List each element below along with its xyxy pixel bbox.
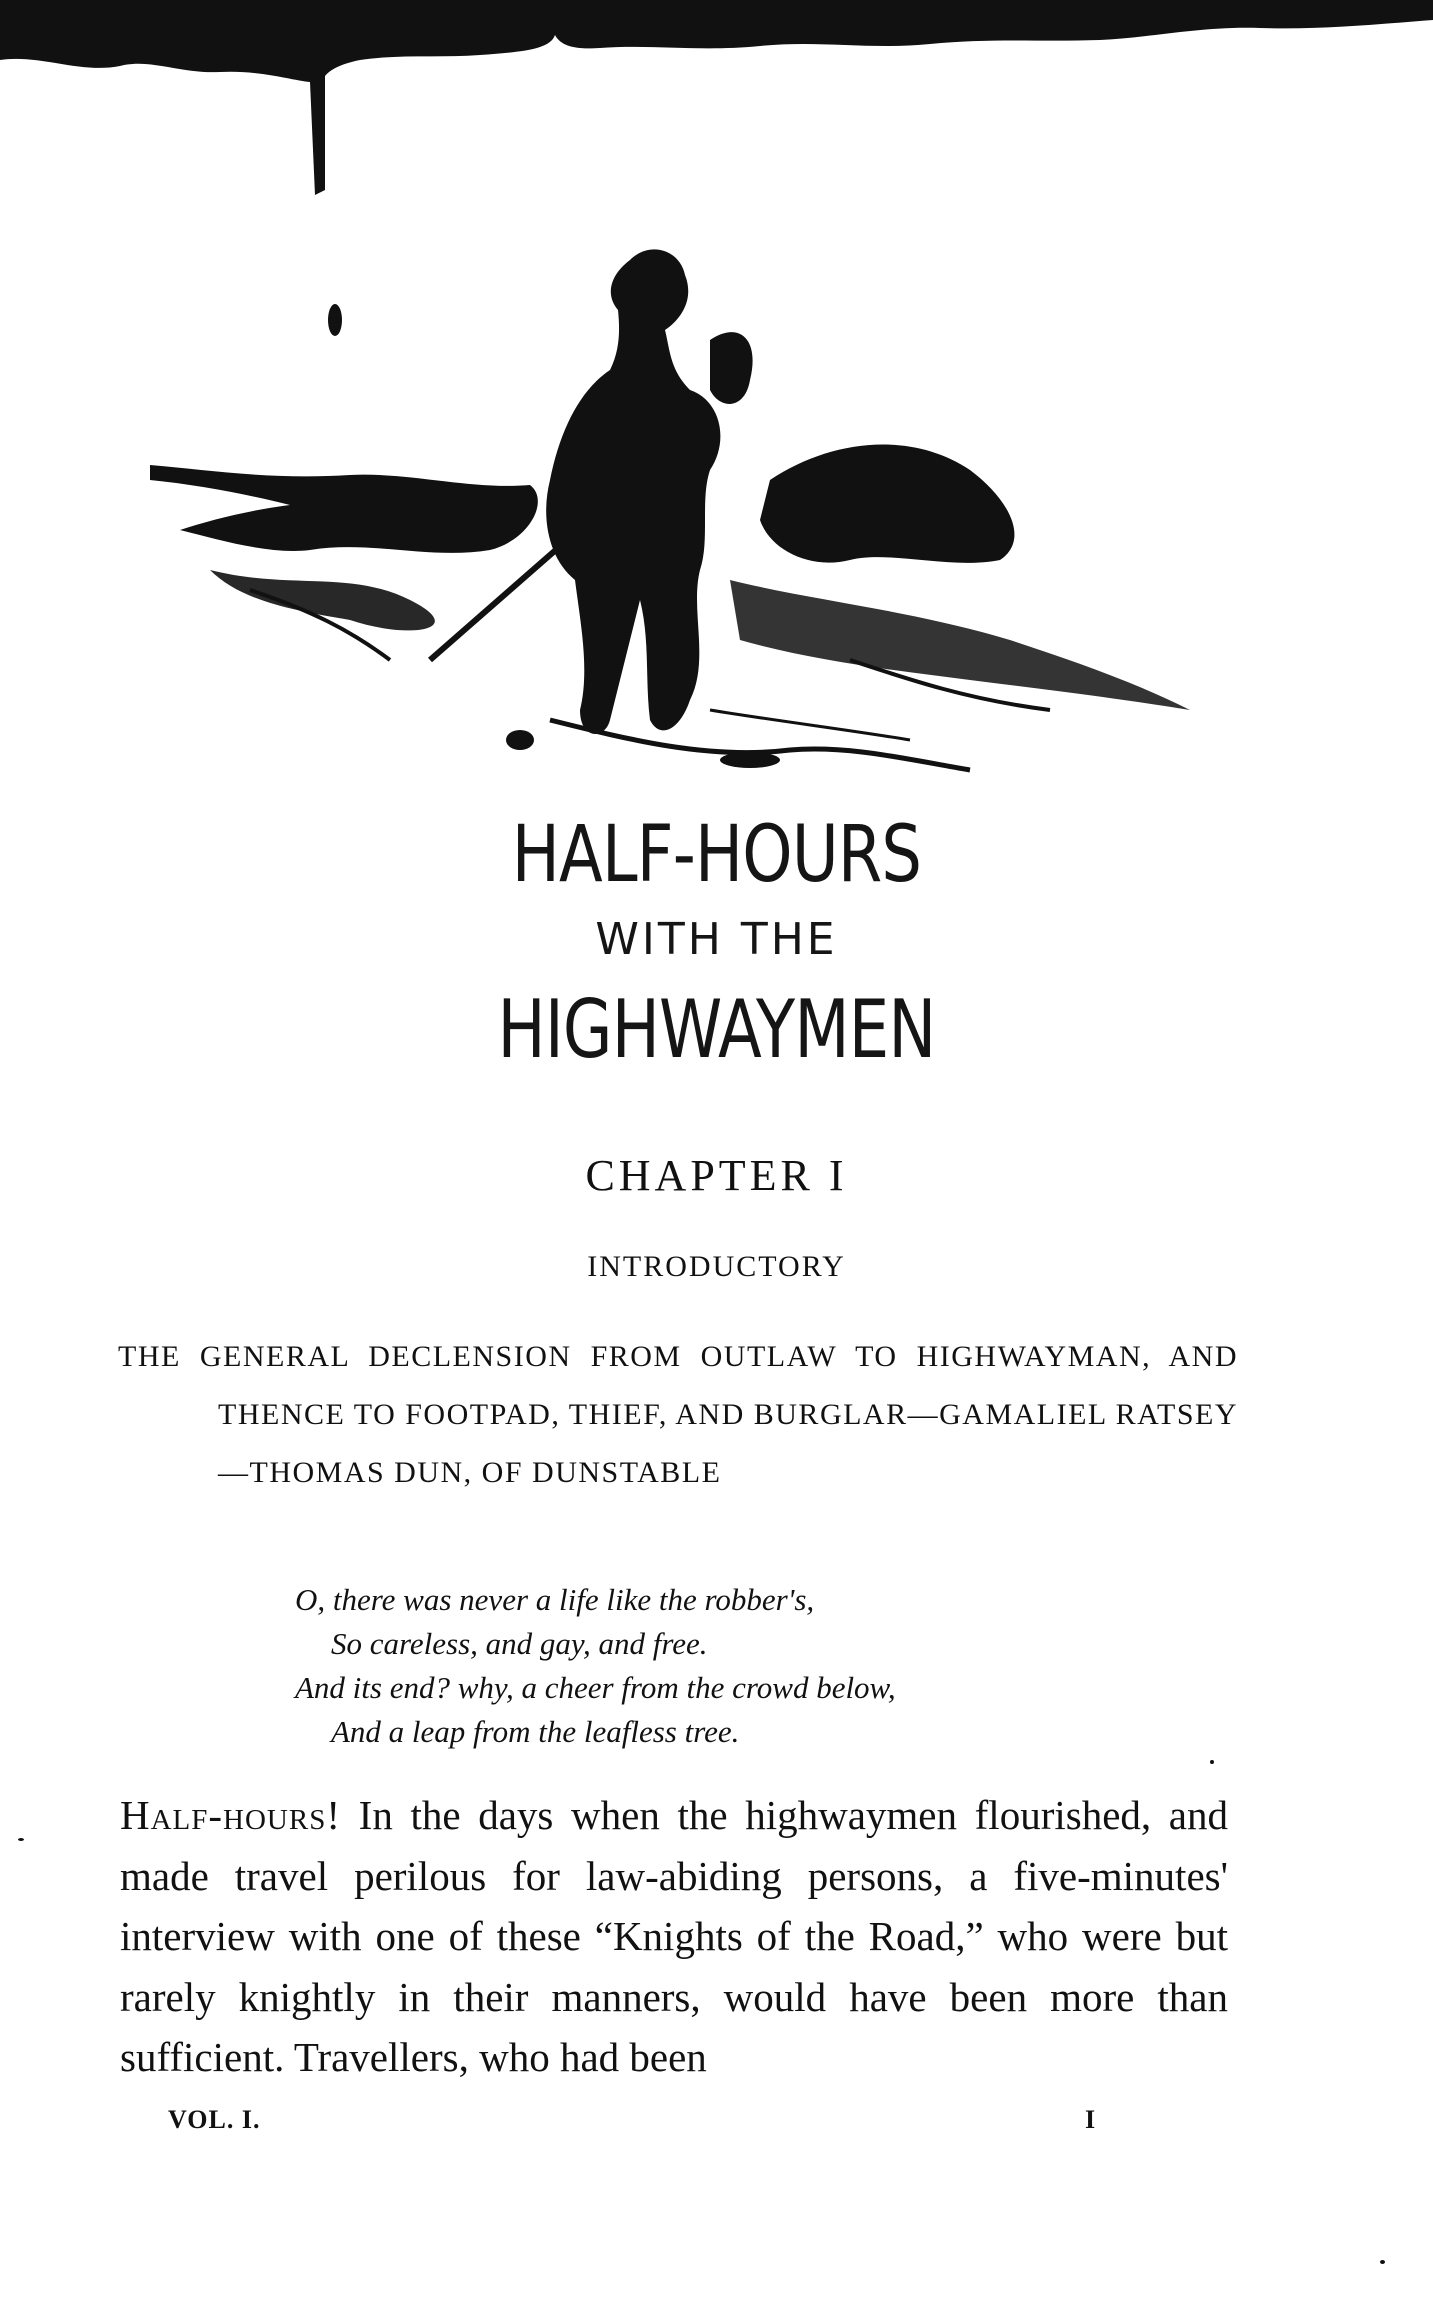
body-paragraph bbox=[120, 1785, 1228, 2088]
section-title: INTRODUCTORY bbox=[587, 1250, 846, 1283]
epigraph-verse bbox=[295, 1578, 1195, 1754]
body-lead: Half-hours! bbox=[120, 1792, 342, 1838]
chapter-heading: CHAPTER I bbox=[585, 1151, 848, 1200]
verse-line: So careless, and gay, and free. bbox=[331, 1626, 708, 1661]
book-title bbox=[0, 805, 1433, 1085]
ink-speck bbox=[1210, 1760, 1214, 1764]
title-line-half-hours: HALF-HOURS bbox=[511, 810, 922, 900]
chapter-synopsis: THE GENERAL DECLENSION FROM OUTLAW TO HIGHWAYMAN, AND THENCE TO FOOTPAD, THIEF, AND BURGLAR—GAMALIEL RATSEY—THOMAS DUN, OF DUNSTABLE bbox=[118, 1340, 1238, 1489]
body-text: In the days when the highwaymen flourished, and made travel perilous for law-abiding persons, a five-minutes' interview with one of these “Knights of the Road,” who were but rarely knightly in their manners, would have been more than sufficient. Travellers, who had been bbox=[120, 1792, 1228, 2080]
verse-line: O, there was never a life like the robber's, bbox=[295, 1582, 815, 1617]
title-line-with-the: WITH THE bbox=[595, 914, 838, 965]
ink-speck bbox=[1380, 2260, 1385, 2264]
ink-speck bbox=[18, 1838, 24, 1841]
ink-bleed-top bbox=[0, 0, 1433, 200]
volume-signature: VOL. I. bbox=[168, 2105, 261, 2134]
verse-line: And a leap from the leafless tree. bbox=[331, 1714, 740, 1749]
gathering-signature: I bbox=[1085, 2105, 1096, 2134]
verse-line: And its end? why, a cheer from the crowd below, bbox=[295, 1670, 896, 1705]
title-line-highwaymen: HIGHWAYMEN bbox=[497, 983, 936, 1076]
highwayman-illustration bbox=[150, 240, 1200, 800]
